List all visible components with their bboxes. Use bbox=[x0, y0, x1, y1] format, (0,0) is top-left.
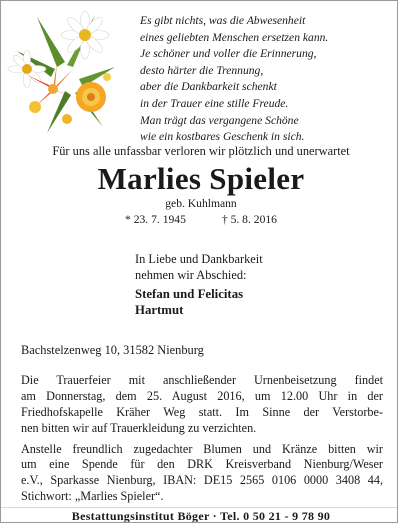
text-line: um eine Spende für den DRK Kreisverband Nienburg/Weser bbox=[21, 457, 383, 472]
service-details bbox=[21, 373, 383, 510]
address: Bachstelzenweg 10, 31582 Nienburg bbox=[21, 343, 204, 357]
funeral-home-footer: Bestattungsinstitut Böger · Tel. 0 50 21 - 9 78 90 bbox=[71, 509, 331, 523]
farewell-line: In Liebe und Dankbarkeit bbox=[135, 252, 263, 266]
farewell-line: nehmen wir Abschied: bbox=[135, 268, 247, 282]
poem-line: Es gibt nichts, was die Abwesenheit bbox=[140, 14, 306, 27]
poem-line: wie ein kostbares Geschenk in sich. bbox=[140, 130, 305, 144]
poem-line: in der Trauer eine stille Freude. bbox=[140, 96, 289, 110]
flower-bouquet-image bbox=[7, 7, 119, 135]
text-line: e.V., Sparkasse Nienburg, IBAN: DE15 2565 0106 0000 3408 44, bbox=[21, 473, 383, 488]
life-dates bbox=[1, 213, 398, 226]
text-line: Friedhofskapelle Kräher Weg statt. Im Sinne der Verstorbe- bbox=[21, 404, 383, 419]
text-line: am Donnerstag, dem 25. August 2016, um 12.00 Uhr in der bbox=[21, 388, 383, 403]
text-line: Stichwort: „Marlies Spieler“. bbox=[21, 489, 164, 504]
text-line: nen bitten wir auf Trauerkleidung zu verzichten. bbox=[21, 420, 257, 435]
poem-line: desto härter die Trennung, bbox=[140, 63, 264, 77]
mourner-names: Stefan und Felicitas bbox=[135, 287, 244, 301]
birth-name: geb. Kuhlmann bbox=[165, 197, 237, 210]
birth-date: * 23. 7. 1945 bbox=[125, 213, 186, 226]
footer-divider bbox=[1, 507, 398, 508]
donation-paragraph bbox=[21, 442, 383, 506]
death-date: † 5. 8. 2016 bbox=[221, 213, 277, 226]
poem-line: eines geliebten Menschen ersetzen kann. bbox=[140, 30, 329, 44]
funeral-paragraph bbox=[21, 373, 383, 437]
poem-line: Je schöner und voller die Erinnerung, bbox=[140, 47, 317, 61]
text-line: Die Trauerfeier mit anschließender Urnenbeisetzung findet bbox=[21, 373, 383, 387]
mourners bbox=[135, 286, 243, 318]
deceased-name: Marlies Spieler bbox=[97, 161, 305, 196]
text-line: Anstelle freundlich zugedachter Blumen und Kränze bitten wir bbox=[21, 441, 383, 456]
poem bbox=[140, 13, 395, 146]
mourner-names: Hartmut bbox=[135, 303, 184, 317]
intro-text: Für uns alle unfassbar verloren wir plötzlich und unerwartet bbox=[52, 144, 350, 158]
poem-line: Man trägt das vergangene Schöne bbox=[140, 113, 299, 127]
poem-line: aber die Dankbarkeit schenkt bbox=[140, 80, 277, 94]
farewell-text bbox=[135, 251, 263, 283]
